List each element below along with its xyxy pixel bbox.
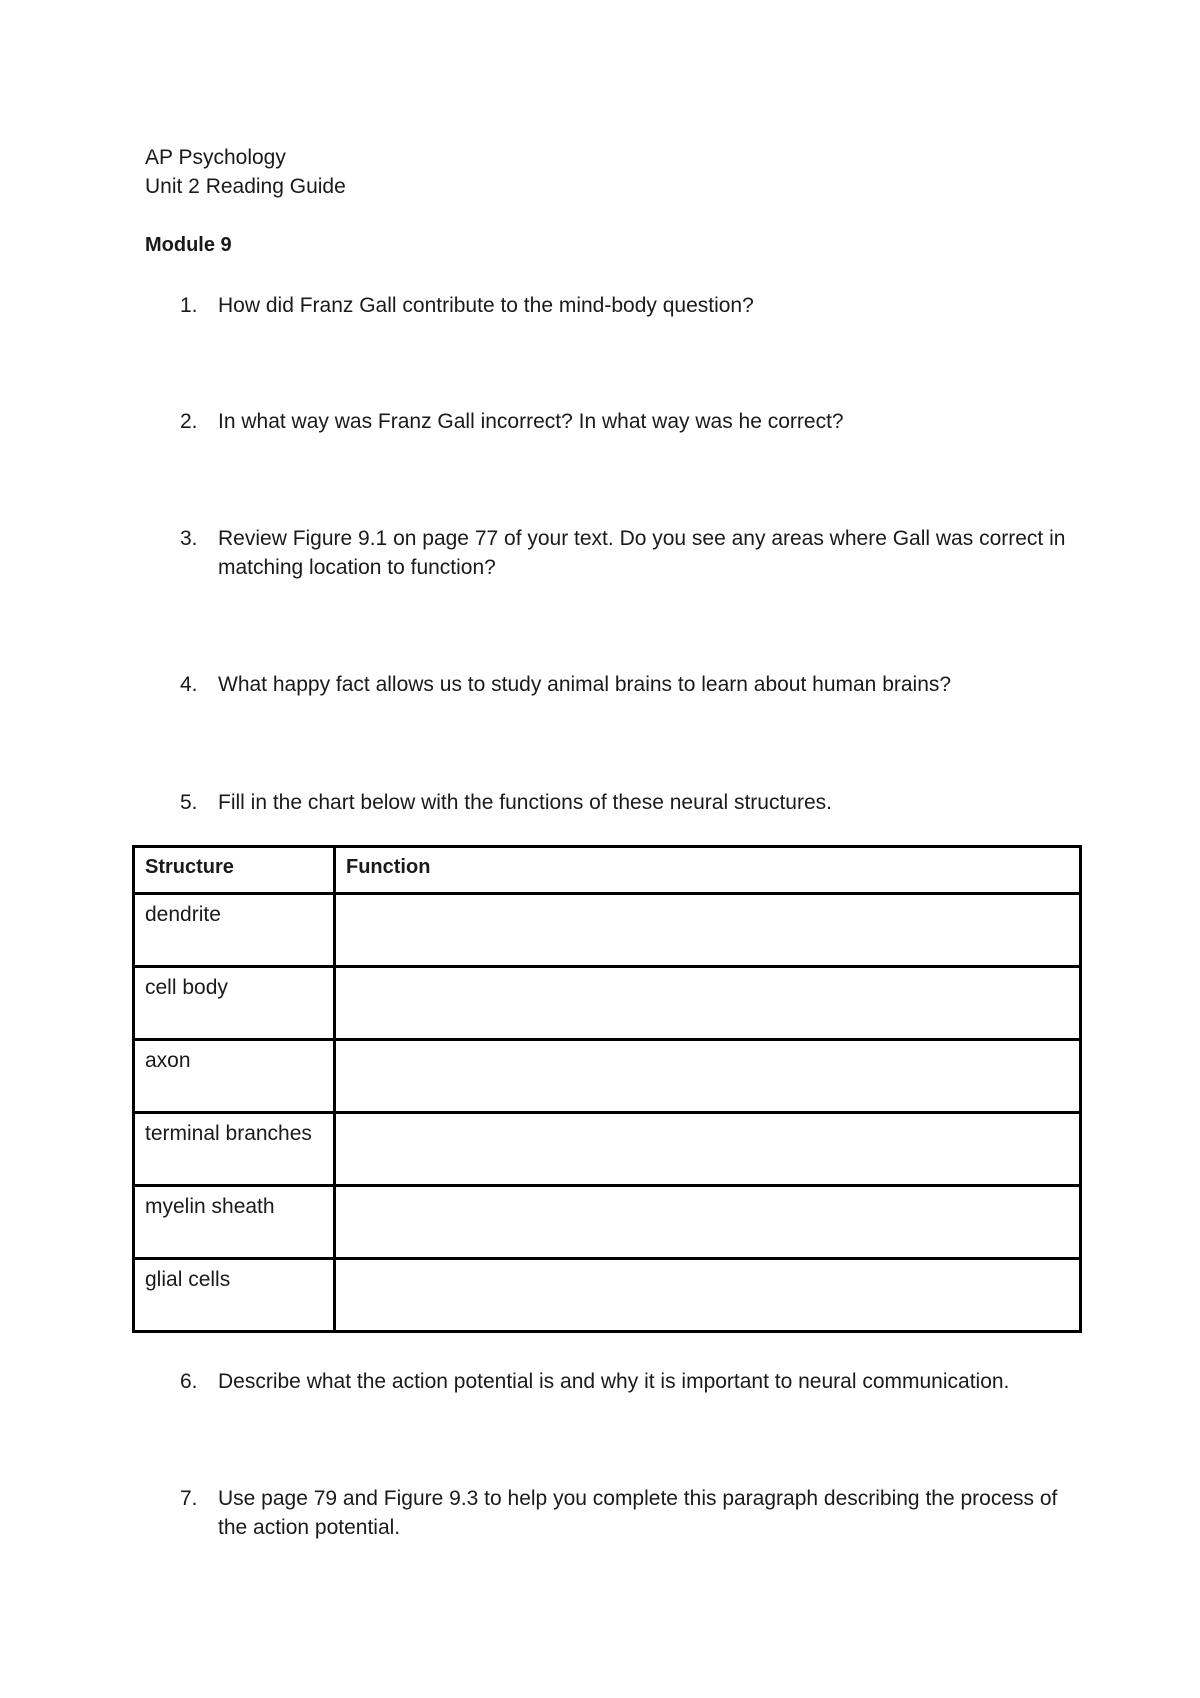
header-structure: Structure (134, 847, 335, 894)
table-row (134, 1113, 1081, 1186)
function-cell[interactable] (335, 1259, 1081, 1332)
structure-cell: axon (134, 1040, 335, 1113)
function-cell[interactable] (335, 1040, 1081, 1113)
module-heading: Module 9 (145, 234, 232, 256)
table-header-row (134, 847, 1081, 894)
table-row (134, 894, 1081, 967)
question-text: Review Figure 9.1 on page 77 of your text. Do you see any areas where Gall was correct in matching location to function? (218, 527, 1066, 579)
function-cell[interactable] (335, 1113, 1081, 1186)
question-text: In what way was Franz Gall incorrect? In what way was he correct? (218, 410, 844, 433)
structure-cell: myelin sheath (134, 1186, 335, 1259)
table-row (134, 967, 1081, 1040)
structure-cell: dendrite (134, 894, 335, 967)
table-row (134, 1186, 1081, 1259)
question-text: Use page 79 and Figure 9.3 to help you complete this paragraph describing the process of the action potential. (218, 1487, 1058, 1539)
header-function: Function (335, 847, 1081, 894)
question-number: 6. (180, 1370, 198, 1393)
question-number: 5. (180, 791, 198, 814)
table-row (134, 1040, 1081, 1113)
question-number: 4. (180, 673, 198, 696)
neural-structures-table (132, 845, 1082, 1333)
structure-cell: cell body (134, 967, 335, 1040)
guide-title: Unit 2 Reading Guide (145, 175, 346, 198)
question-number: 2. (180, 410, 198, 433)
function-cell[interactable] (335, 967, 1081, 1040)
question-number: 7. (180, 1487, 198, 1510)
table-row (134, 1259, 1081, 1332)
question-text: Fill in the chart below with the functions of these neural structures. (218, 791, 832, 814)
function-cell[interactable] (335, 894, 1081, 967)
structure-cell: glial cells (134, 1259, 335, 1332)
question-text: Describe what the action potential is and why it is important to neural communication. (218, 1370, 1010, 1393)
question-text: What happy fact allows us to study animal brains to learn about human brains? (218, 673, 952, 696)
function-cell[interactable] (335, 1186, 1081, 1259)
structure-cell: terminal branches (134, 1113, 335, 1186)
question-number: 3. (180, 527, 198, 550)
course-title: AP Psychology (145, 146, 286, 169)
question-number: 1. (180, 294, 198, 317)
question-text: How did Franz Gall contribute to the mind-body question? (218, 294, 754, 317)
